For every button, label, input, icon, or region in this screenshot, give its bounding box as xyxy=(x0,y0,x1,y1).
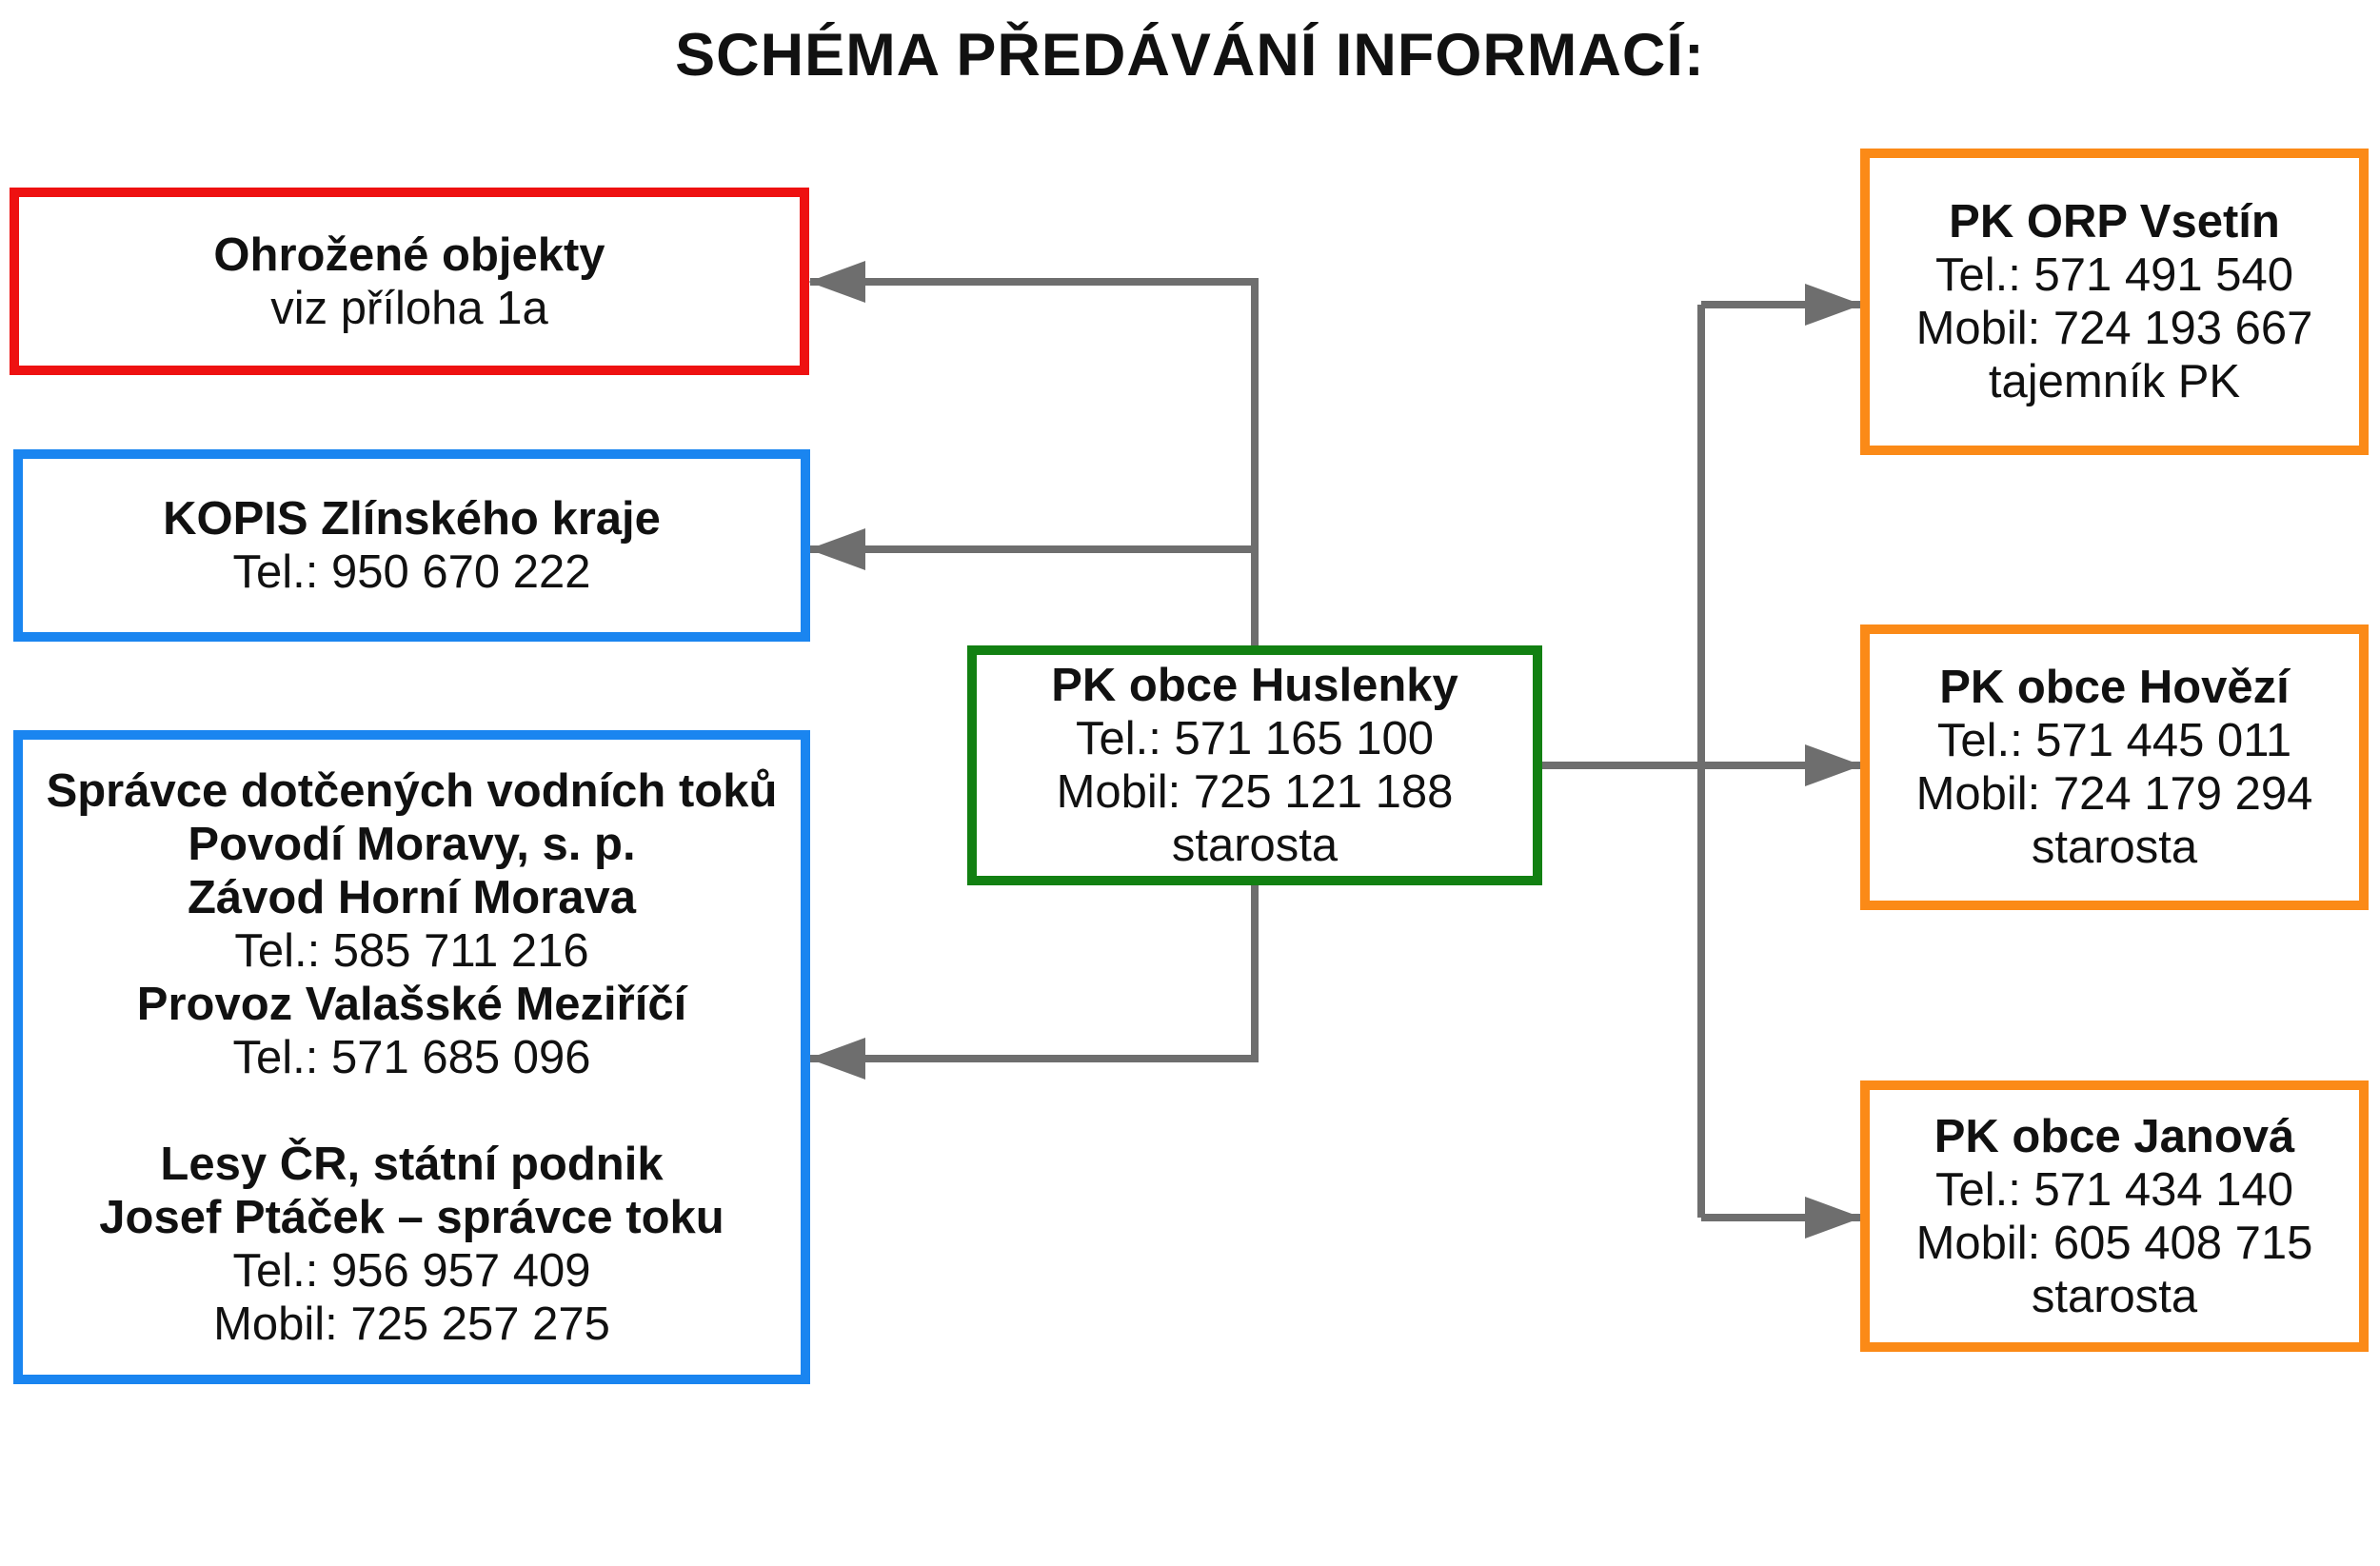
endangered-objects-box xyxy=(10,188,809,375)
water-operation-tel: Tel.: 571 685 096 xyxy=(232,1031,591,1083)
diagram-title: SCHÉMA PŘEDÁVÁNÍ INFORMACÍ: xyxy=(675,22,1705,89)
connector-to-endangered xyxy=(810,282,1255,645)
orp-mobile: Mobil: 724 193 667 xyxy=(1915,303,2313,354)
endangered-objects-detail: viz příloha 1a xyxy=(270,282,548,334)
orp-title: PK ORP Vsetín xyxy=(1949,196,2280,248)
huslenky-title: PK obce Huslenky xyxy=(1051,660,1458,711)
orp-vsetin-box xyxy=(1860,149,2369,455)
kopis-tel: Tel.: 950 670 222 xyxy=(232,546,591,598)
orp-role: tajemník PK xyxy=(1988,356,2241,407)
forest-tel: Tel.: 956 957 409 xyxy=(232,1244,591,1297)
water-managers-box xyxy=(13,730,810,1384)
water-operation-name: Provoz Valašské Meziříčí xyxy=(136,978,687,1030)
janova-tel: Tel.: 571 434 140 xyxy=(1935,1163,2293,1216)
connector-to-water-managers xyxy=(810,885,1255,1059)
forest-org-name: Lesy ČR, státní podnik xyxy=(160,1138,664,1190)
hovezi-tel: Tel.: 571 445 011 xyxy=(1936,715,2292,766)
janova-role: starosta xyxy=(2031,1270,2198,1322)
huslenky-tel: Tel.: 571 165 100 xyxy=(1076,713,1434,764)
water-plant-tel: Tel.: 585 711 216 xyxy=(234,924,589,977)
forest-mobile: Mobil: 725 257 275 xyxy=(213,1298,610,1350)
huslenky-center-box xyxy=(967,645,1542,885)
janova-title: PK obce Janová xyxy=(1934,1110,2295,1162)
forest-person-name: Josef Ptáček – správce toku xyxy=(99,1191,724,1243)
hovezi-role: starosta xyxy=(2031,822,2198,873)
janova-mobile: Mobil: 605 408 715 xyxy=(1915,1217,2313,1269)
hovezi-box xyxy=(1860,624,2369,910)
orp-tel: Tel.: 571 491 540 xyxy=(1935,249,2293,301)
water-managers-heading: Správce dotčených vodních toků xyxy=(46,764,778,817)
kopis-title: KOPIS Zlínského kraje xyxy=(163,493,661,545)
janova-box xyxy=(1860,1080,2369,1352)
huslenky-mobile: Mobil: 725 121 188 xyxy=(1056,766,1454,818)
huslenky-role: starosta xyxy=(1171,820,1339,871)
kopis-box xyxy=(13,449,810,642)
water-org-name: Povodí Moravy, s. p. xyxy=(188,818,636,870)
hovezi-mobile: Mobil: 724 179 294 xyxy=(1915,768,2313,820)
hovezi-title: PK obce Hovězí xyxy=(1939,662,2290,713)
endangered-objects-title: Ohrožené objekty xyxy=(213,228,605,281)
water-plant-name: Závod Horní Morava xyxy=(187,871,637,923)
